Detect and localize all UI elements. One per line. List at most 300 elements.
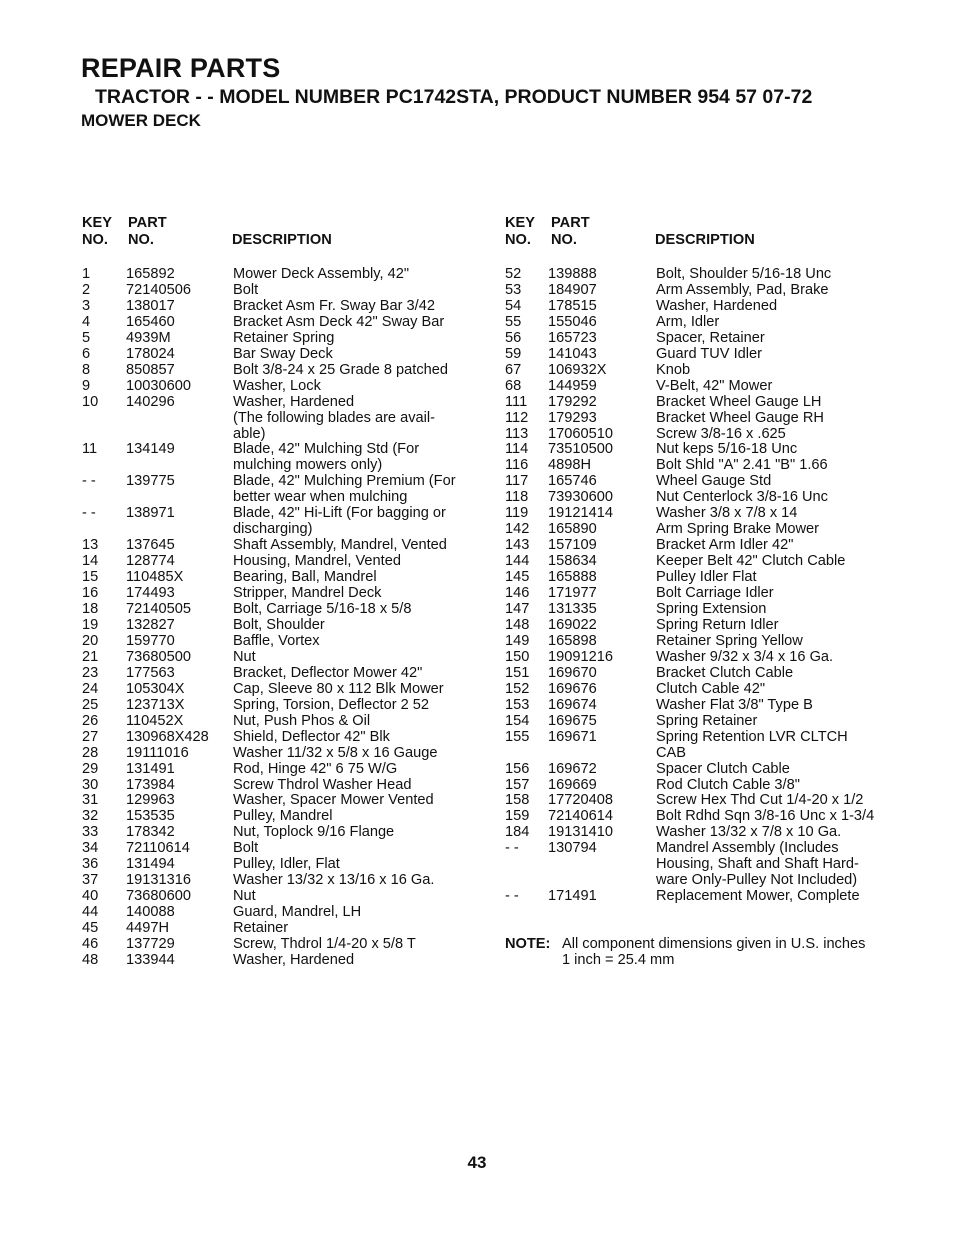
part-number: 106932X xyxy=(548,361,607,378)
part-number: 72140505 xyxy=(126,601,191,618)
part-description: Bolt, Carriage 5/16-18 x 5/8 xyxy=(233,601,412,618)
table-row xyxy=(82,586,473,602)
part-description: Bolt 3/8-24 x 25 Grade 8 patched xyxy=(233,361,448,378)
part-description: Screw Thdrol Washer Head xyxy=(233,776,412,793)
table-row xyxy=(505,442,896,458)
note-text-line-1: All component dimensions given in U.S. inches xyxy=(562,936,866,953)
key-number: 11 xyxy=(82,441,98,458)
part-number: 128774 xyxy=(126,553,175,570)
part-number: 169676 xyxy=(548,680,597,697)
part-number: 159770 xyxy=(126,632,175,649)
part-number: 169669 xyxy=(548,776,597,793)
key-number: 15 xyxy=(82,569,99,586)
key-number: 24 xyxy=(82,680,99,697)
key-number: 155 xyxy=(505,728,530,745)
key-number: 52 xyxy=(505,266,522,282)
table-row xyxy=(505,570,896,586)
part-number: 158634 xyxy=(548,553,597,570)
part-number: 137645 xyxy=(126,537,175,554)
part-description: Keeper Belt 42" Clutch Cable xyxy=(656,553,846,570)
table-row xyxy=(505,762,896,778)
key-number: 23 xyxy=(82,664,99,681)
table-row xyxy=(505,857,896,873)
part-number: 133944 xyxy=(126,951,175,968)
key-number: 6 xyxy=(82,345,91,362)
key-number: 31 xyxy=(82,792,99,809)
table-row xyxy=(82,778,473,794)
part-description: Spacer, Retainer xyxy=(656,329,765,346)
part-description: Nut Centerlock 3/8-16 Unc xyxy=(656,489,828,506)
table-row xyxy=(505,267,896,283)
key-number: 146 xyxy=(505,585,530,602)
key-number: 20 xyxy=(82,632,99,649)
key-number: 45 xyxy=(82,920,99,937)
table-row xyxy=(82,841,473,857)
part-description: able) xyxy=(233,425,266,442)
part-description: Spring Extension xyxy=(656,601,767,618)
key-number: 18 xyxy=(82,601,99,618)
table-row xyxy=(82,650,473,666)
dimension-note xyxy=(505,937,896,968)
part-description: Bolt xyxy=(233,840,259,857)
table-row xyxy=(82,283,473,299)
key-number: 68 xyxy=(505,377,522,394)
part-number: 17060510 xyxy=(548,425,613,442)
key-number: 9 xyxy=(82,377,91,394)
part-number: 131494 xyxy=(126,856,175,873)
part-number: 169674 xyxy=(548,696,597,713)
key-number: - - xyxy=(82,505,96,522)
table-row xyxy=(505,650,896,666)
key-number: 25 xyxy=(82,696,99,713)
part-number: 72140506 xyxy=(126,281,191,298)
table-row xyxy=(82,363,473,379)
key-number: 153 xyxy=(505,696,530,713)
key-number: 28 xyxy=(82,744,99,761)
table-row xyxy=(82,682,473,698)
part-number: 165723 xyxy=(548,329,597,346)
part-description: Bracket Clutch Cable xyxy=(656,664,794,681)
table-row xyxy=(505,315,896,331)
part-description: Screw Hex Thd Cut 1/4-20 x 1/2 xyxy=(656,792,864,809)
part-description: Mower Deck Assembly, 42" xyxy=(233,266,410,282)
key-number: 13 xyxy=(82,537,99,554)
table-row xyxy=(82,522,473,538)
part-description: Washer 13/32 x 13/16 x 16 Ga. xyxy=(233,872,435,889)
part-description: Cap, Sleeve 80 x 112 Blk Mower xyxy=(233,680,444,697)
key-number: 34 xyxy=(82,840,99,857)
part-description: Bracket Asm Fr. Sway Bar 3/42 xyxy=(233,297,435,314)
table-row xyxy=(82,490,473,506)
table-row xyxy=(82,506,473,522)
part-number: 165888 xyxy=(548,569,597,586)
key-number: 56 xyxy=(505,329,522,346)
part-number: 110485X xyxy=(126,569,184,586)
part-description: Bracket Wheel Gauge RH xyxy=(656,409,824,426)
part-description: Retainer Spring xyxy=(233,329,335,346)
key-number: 117 xyxy=(505,473,529,490)
key-number: 21 xyxy=(82,648,99,665)
key-number: 149 xyxy=(505,632,530,649)
part-number: 173984 xyxy=(126,776,175,793)
table-row xyxy=(505,825,896,841)
key-number: 46 xyxy=(82,936,99,953)
part-number: 110452X xyxy=(126,712,184,729)
part-description: Rod, Hinge 42" 6 75 W/G xyxy=(233,760,398,777)
key-number: 8 xyxy=(82,361,91,378)
key-number: 37 xyxy=(82,872,99,889)
part-description: Stripper, Mandrel Deck xyxy=(233,585,382,602)
table-row xyxy=(82,458,473,474)
part-number: 165460 xyxy=(126,313,175,330)
part-description: Spring Retainer xyxy=(656,712,758,729)
part-description: Blade, 42" Mulching Std (For xyxy=(233,441,420,458)
part-description: Washer, Hardened xyxy=(233,393,355,410)
part-number: 10030600 xyxy=(126,377,191,394)
part-description: Bolt Shld "A" 2.41 "B" 1.66 xyxy=(656,457,828,474)
table-row xyxy=(82,698,473,714)
key-number: 48 xyxy=(82,951,99,968)
part-number: 19131410 xyxy=(548,824,613,841)
part-description: Guard, Mandrel, LH xyxy=(233,904,362,921)
part-number: 177563 xyxy=(126,664,175,681)
part-number: 140088 xyxy=(126,904,175,921)
key-number: 1 xyxy=(82,266,91,282)
part-number: 141043 xyxy=(548,345,597,362)
table-row xyxy=(82,809,473,825)
table-row xyxy=(505,411,896,427)
part-description: Clutch Cable 42" xyxy=(656,680,766,697)
part-number: 130794 xyxy=(548,840,597,857)
table-row xyxy=(82,411,473,427)
part-number: 165892 xyxy=(126,266,175,282)
table-row xyxy=(82,905,473,921)
table-row xyxy=(505,363,896,379)
parts-list-right xyxy=(505,267,896,905)
table-row xyxy=(505,634,896,650)
note-text-line-2: 1 inch = 25.4 mm xyxy=(562,951,675,968)
part-number: 19111016 xyxy=(126,744,189,761)
table-row xyxy=(505,841,896,857)
part-description: Washer, Hardened xyxy=(233,951,355,968)
part-description: Pulley, Idler, Flat xyxy=(233,856,340,873)
part-number: 131335 xyxy=(548,601,597,618)
part-description: Washer Flat 3/8" Type B xyxy=(656,696,813,713)
table-row xyxy=(82,267,473,283)
table-row xyxy=(505,586,896,602)
section-title: MOWER DECK xyxy=(81,111,201,130)
key-number: 145 xyxy=(505,569,530,586)
key-number: 32 xyxy=(82,808,99,825)
table-row xyxy=(82,762,473,778)
part-number: 72110614 xyxy=(126,840,190,857)
part-number: 178515 xyxy=(548,297,597,314)
table-row xyxy=(82,618,473,634)
key-number: 14 xyxy=(82,553,99,570)
table-row xyxy=(505,490,896,506)
table-row xyxy=(82,825,473,841)
part-number: 4497H xyxy=(126,920,170,937)
table-row xyxy=(82,921,473,937)
part-description: Nut, Toplock 9/16 Flange xyxy=(233,824,395,841)
key-number: 4 xyxy=(82,313,91,330)
key-number: 154 xyxy=(505,712,530,729)
part-description: Nut xyxy=(233,888,256,905)
part-description: Washer, Hardened xyxy=(656,297,778,314)
part-description: Arm, Idler xyxy=(656,313,720,330)
table-header xyxy=(505,215,896,267)
table-row xyxy=(82,570,473,586)
part-description: Replacement Mower, Complete xyxy=(656,888,860,905)
table-row xyxy=(82,427,473,443)
part-description: Knob xyxy=(656,361,691,378)
table-row xyxy=(505,889,896,905)
key-number: 119 xyxy=(505,505,529,522)
part-number: 165890 xyxy=(548,521,597,538)
part-number: 169022 xyxy=(548,616,597,633)
key-number: 5 xyxy=(82,329,91,346)
key-number: 158 xyxy=(505,792,530,809)
part-number: 134149 xyxy=(126,441,175,458)
table-row xyxy=(505,793,896,809)
part-number: 165898 xyxy=(548,632,597,649)
key-number: 156 xyxy=(505,760,530,777)
part-number: 138971 xyxy=(126,505,175,522)
table-row xyxy=(505,778,896,794)
page-number: 43 xyxy=(467,1153,487,1172)
part-number: 169671 xyxy=(548,728,597,745)
key-number: 30 xyxy=(82,776,99,793)
table-row xyxy=(82,538,473,554)
table-row xyxy=(505,554,896,570)
table-row xyxy=(82,793,473,809)
table-row xyxy=(82,554,473,570)
part-description: Blade, 42" Mulching Premium (For xyxy=(233,473,456,490)
part-description: Baffle, Vortex xyxy=(233,632,320,649)
table-row xyxy=(82,602,473,618)
part-description: Screw 3/8-16 x .625 xyxy=(656,425,786,442)
key-number: 2 xyxy=(82,281,91,298)
table-row xyxy=(82,634,473,650)
part-description: Bearing, Ball, Mandrel xyxy=(233,569,377,586)
part-number: 140296 xyxy=(126,393,175,410)
key-number: 29 xyxy=(82,760,99,777)
table-row xyxy=(82,347,473,363)
parts-list-left xyxy=(82,267,473,969)
part-description: (The following blades are avail- xyxy=(233,409,435,426)
key-number: 157 xyxy=(505,776,530,793)
key-number: 112 xyxy=(505,409,529,426)
part-description: Bolt, Shoulder xyxy=(233,616,325,633)
key-number: 159 xyxy=(505,808,530,825)
part-number: 171977 xyxy=(548,585,597,602)
table-row xyxy=(82,953,473,969)
key-number: 27 xyxy=(82,728,99,745)
part-number: 165746 xyxy=(548,473,597,490)
part-number: 73930600 xyxy=(548,489,613,506)
table-row xyxy=(505,347,896,363)
part-number: 72140614 xyxy=(548,808,613,825)
key-number: 59 xyxy=(505,345,522,362)
page-subtitle: TRACTOR - - MODEL NUMBER PC1742STA, PRODUCT NUMBER 954 57 07-72 xyxy=(95,86,813,108)
part-number: 139888 xyxy=(548,266,597,282)
key-number: 148 xyxy=(505,616,530,633)
table-row xyxy=(82,474,473,490)
table-row xyxy=(82,299,473,315)
table-row xyxy=(505,666,896,682)
part-number: 184907 xyxy=(548,281,597,298)
key-number: 26 xyxy=(82,712,99,729)
part-description: Retainer Spring Yellow xyxy=(656,632,803,649)
key-number: - - xyxy=(82,473,96,490)
table-row xyxy=(82,889,473,905)
key-number: 33 xyxy=(82,824,99,841)
table-row xyxy=(505,395,896,411)
table-row xyxy=(82,857,473,873)
part-no-header: PART NO. xyxy=(551,215,590,248)
part-description: better wear when mulching xyxy=(233,489,408,506)
key-number: 55 xyxy=(505,313,522,330)
key-number: 67 xyxy=(505,361,522,378)
key-number: 53 xyxy=(505,281,522,298)
part-description: Washer 11/32 x 5/8 x 16 Gauge xyxy=(233,744,438,761)
key-number: 44 xyxy=(82,904,99,921)
table-row xyxy=(505,698,896,714)
table-row xyxy=(82,442,473,458)
part-number: 73680500 xyxy=(126,648,191,665)
part-number: 19091216 xyxy=(548,648,613,665)
part-number: 130968X428 xyxy=(126,728,209,745)
part-description: Mandrel Assembly (Includes xyxy=(656,840,839,857)
part-description: Bolt xyxy=(233,281,259,298)
part-description: Bracket Arm Idler 42" xyxy=(656,537,794,554)
key-number: - - xyxy=(505,840,519,857)
part-description: Rod Clutch Cable 3/8" xyxy=(656,776,800,793)
part-number: 139775 xyxy=(126,473,175,490)
part-number: 174493 xyxy=(126,585,175,602)
key-number: 40 xyxy=(82,888,99,905)
table-row xyxy=(505,682,896,698)
part-number: 171491 xyxy=(548,888,597,905)
part-description: Guard TUV Idler xyxy=(656,345,762,362)
key-number: 143 xyxy=(505,537,530,554)
parts-table-right xyxy=(505,215,896,968)
part-number: 179293 xyxy=(548,409,597,426)
part-description: Bolt Rdhd Sqn 3/8-16 Unc x 1-3/4 xyxy=(656,808,875,825)
table-row xyxy=(505,730,896,746)
part-description: Spring Retention LVR CLTCH xyxy=(656,728,848,745)
part-number: 123713X xyxy=(126,696,185,713)
key-number: 19 xyxy=(82,616,99,633)
part-description: Nut xyxy=(233,648,256,665)
key-number: 151 xyxy=(505,664,530,681)
table-row xyxy=(505,809,896,825)
table-row xyxy=(82,714,473,730)
part-description: Housing, Mandrel, Vented xyxy=(233,553,401,570)
part-description: Pulley, Mandrel xyxy=(233,808,333,825)
part-number: 4939M xyxy=(126,329,171,346)
key-no-header: KEY NO. xyxy=(82,215,113,248)
part-description: Retainer xyxy=(233,920,289,937)
part-number: 73680600 xyxy=(126,888,191,905)
part-description: CAB xyxy=(656,744,687,761)
part-description: Washer, Spacer Mower Vented xyxy=(233,792,434,809)
table-row xyxy=(82,730,473,746)
table-row xyxy=(505,331,896,347)
key-number: 147 xyxy=(505,601,530,618)
part-description: Nut, Push Phos & Oil xyxy=(233,712,371,729)
part-description: Housing, Shaft and Shaft Hard- xyxy=(656,856,859,873)
table-row xyxy=(82,315,473,331)
part-description: Arm Spring Brake Mower xyxy=(656,521,820,538)
part-description: Washer, Lock xyxy=(233,377,321,394)
part-description: discharging) xyxy=(233,521,313,538)
table-row xyxy=(505,618,896,634)
part-number: 132827 xyxy=(126,616,175,633)
key-number: 116 xyxy=(505,457,529,474)
part-number: 179292 xyxy=(548,393,597,410)
part-number: 17720408 xyxy=(548,792,613,809)
key-number: 118 xyxy=(505,489,529,506)
key-number: 111 xyxy=(505,393,528,410)
part-description: Washer 3/8 x 7/8 x 14 xyxy=(656,505,798,522)
part-description: Bar Sway Deck xyxy=(233,345,333,362)
part-description: Washer 13/32 x 7/8 x 10 Ga. xyxy=(656,824,842,841)
part-number: 850857 xyxy=(126,361,175,378)
part-description: Bolt Carriage Idler xyxy=(656,585,774,602)
description-header: DESCRIPTION xyxy=(232,232,332,248)
table-row xyxy=(82,666,473,682)
part-description: Shaft Assembly, Mandrel, Vented xyxy=(233,537,447,554)
key-number: - - xyxy=(505,888,519,905)
key-number: 114 xyxy=(505,441,529,458)
part-description: Shield, Deflector 42" Blk xyxy=(233,728,390,745)
key-number: 3 xyxy=(82,297,91,314)
key-number: 113 xyxy=(505,425,529,442)
table-row xyxy=(505,746,896,762)
table-row xyxy=(505,299,896,315)
key-no-header: KEY NO. xyxy=(505,215,536,248)
part-description: Bracket Asm Deck 42" Sway Bar xyxy=(233,313,445,330)
key-number: 142 xyxy=(505,521,530,538)
part-description: Spring, Torsion, Deflector 2 52 xyxy=(233,696,430,713)
part-number: 178342 xyxy=(126,824,175,841)
part-number: 137729 xyxy=(126,936,175,953)
table-row xyxy=(82,937,473,953)
part-description: Spring Return Idler xyxy=(656,616,779,633)
part-description: mulching mowers only) xyxy=(233,457,383,474)
part-description: ware Only-Pulley Not Included) xyxy=(656,872,858,889)
table-row xyxy=(505,458,896,474)
table-row xyxy=(82,379,473,395)
part-number: 131491 xyxy=(126,760,175,777)
description-header: DESCRIPTION xyxy=(655,232,755,248)
part-number: 169675 xyxy=(548,712,597,729)
table-row xyxy=(505,379,896,395)
key-number: 144 xyxy=(505,553,530,570)
table-row xyxy=(505,714,896,730)
part-number: 169672 xyxy=(548,760,597,777)
table-header xyxy=(82,215,473,267)
table-row xyxy=(505,283,896,299)
part-description: Pulley Idler Flat xyxy=(656,569,757,586)
part-description: Bolt, Shoulder 5/16-18 Unc xyxy=(656,266,832,282)
part-number: 129963 xyxy=(126,792,175,809)
key-number: 152 xyxy=(505,680,530,697)
table-row xyxy=(505,873,896,889)
parts-table-left xyxy=(82,215,473,969)
part-description: Bracket, Deflector Mower 42" xyxy=(233,664,423,681)
